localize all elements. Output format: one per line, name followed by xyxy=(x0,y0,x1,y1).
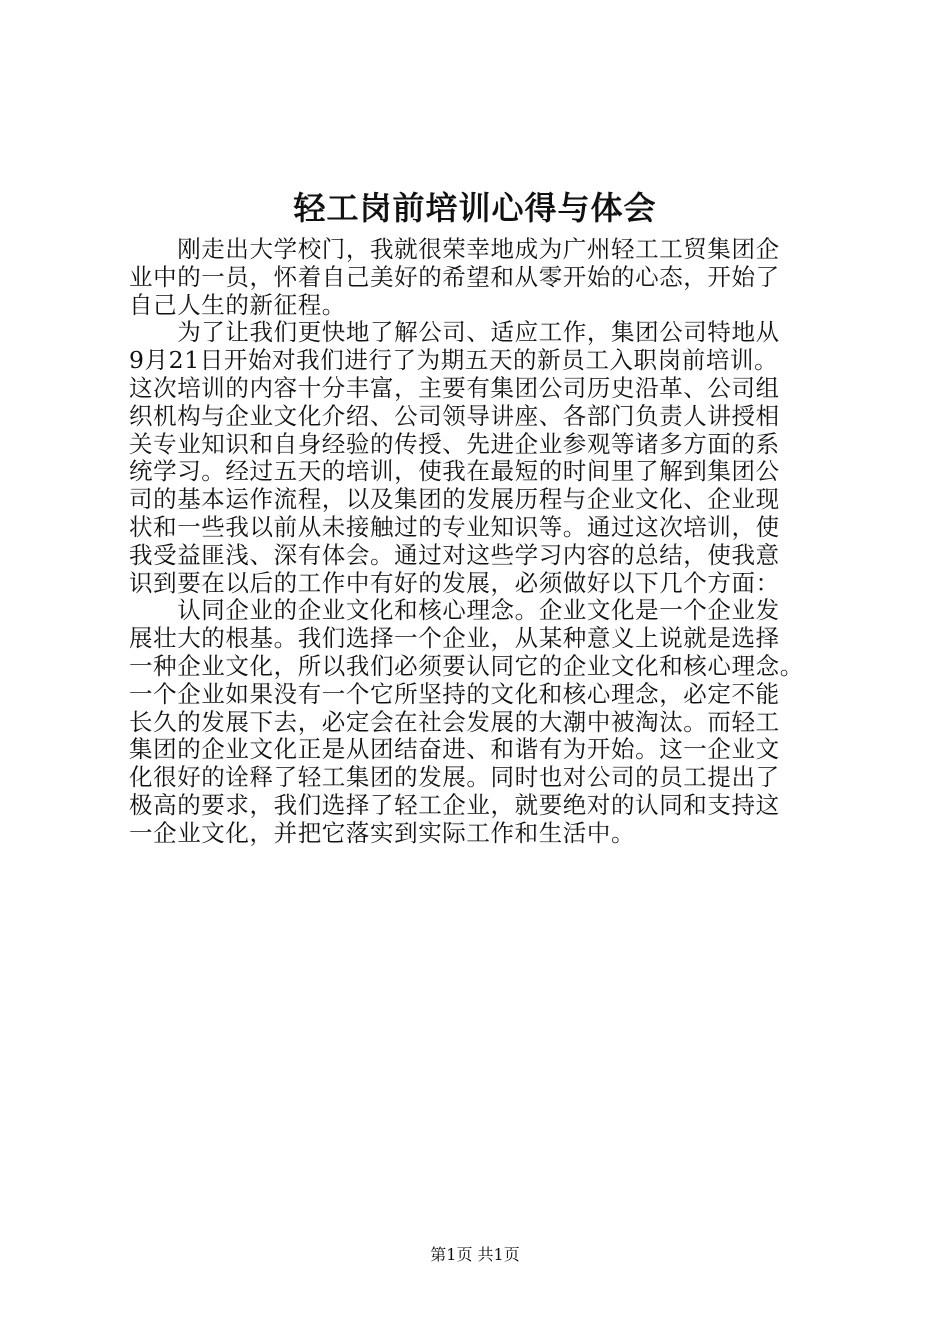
text-line: 业中的一员，怀着自己美好的希望和从零开始的心态，开始了 xyxy=(129,262,780,291)
text-line: 状和一些我以前从未接触过的专业知识等。通过这次培训，使 xyxy=(129,512,780,541)
text-line: 统学习。经过五天的培训，使我在最短的时间里了解到集团公 xyxy=(129,457,780,486)
text-line: 司的基本运作流程，以及集团的发展历程与企业文化、企业现 xyxy=(129,485,780,514)
text-line: 9月21日开始对我们进行了为期五天的新员工入职岗前培训。 xyxy=(129,346,779,375)
text-line: 极高的要求，我们选择了轻工企业，就要绝对的认同和支持这 xyxy=(129,790,780,819)
text-line: 自己人生的新征程。 xyxy=(129,290,346,319)
text-line: 关专业知识和自身经验的传授、先进企业参观等诸多方面的系 xyxy=(129,429,780,458)
text-line: 化很好的诠释了轻工集团的发展。同时也对公司的员工提出了 xyxy=(129,763,780,792)
text-line: 织机构与企业文化介绍、公司领导讲座、各部门负责人讲授相 xyxy=(129,401,780,430)
document-title: 轻工岗前培训心得与体会 xyxy=(293,189,657,227)
text-line: 认同企业的企业文化和核心理念。企业文化是一个企业发 xyxy=(129,596,780,625)
text-line: 一种企业文化，所以我们必须要认同它的企业文化和核心理念。 xyxy=(129,651,804,680)
document-body xyxy=(129,236,831,848)
text-line: 刚走出大学校门，我就很荣幸地成为广州轻工工贸集团企 xyxy=(129,235,780,263)
text-line: 识到要在以后的工作中有好的发展，必须做好以下几个方面： xyxy=(129,568,780,597)
text-line: 一个企业如果没有一个它所坚持的文化和核心理念，必定不能 xyxy=(129,679,780,708)
text-line: 一企业文化，并把它落实到实际工作和生活中。 xyxy=(129,818,636,847)
text-line: 为了让我们更快地了解公司、适应工作，集团公司特地从 xyxy=(129,318,780,347)
text-line: 这次培训的内容十分丰富，主要有集团公司历史沿革、公司组 xyxy=(129,373,780,402)
text-line: 我受益匪浅、深有体会。通过对这些学习内容的总结，使我意 xyxy=(129,540,780,569)
page-footer: 第1页 共1页 xyxy=(430,1245,520,1264)
text-line: 长久的发展下去，必定会在社会发展的大潮中被淘汰。而轻工 xyxy=(129,707,780,736)
text-line: 展壮大的根基。我们选择一个企业，从某种意义上说就是选择 xyxy=(129,624,780,653)
text-line: 集团的企业文化正是从团结奋进、和谐有为开始。这一企业文 xyxy=(129,735,780,764)
